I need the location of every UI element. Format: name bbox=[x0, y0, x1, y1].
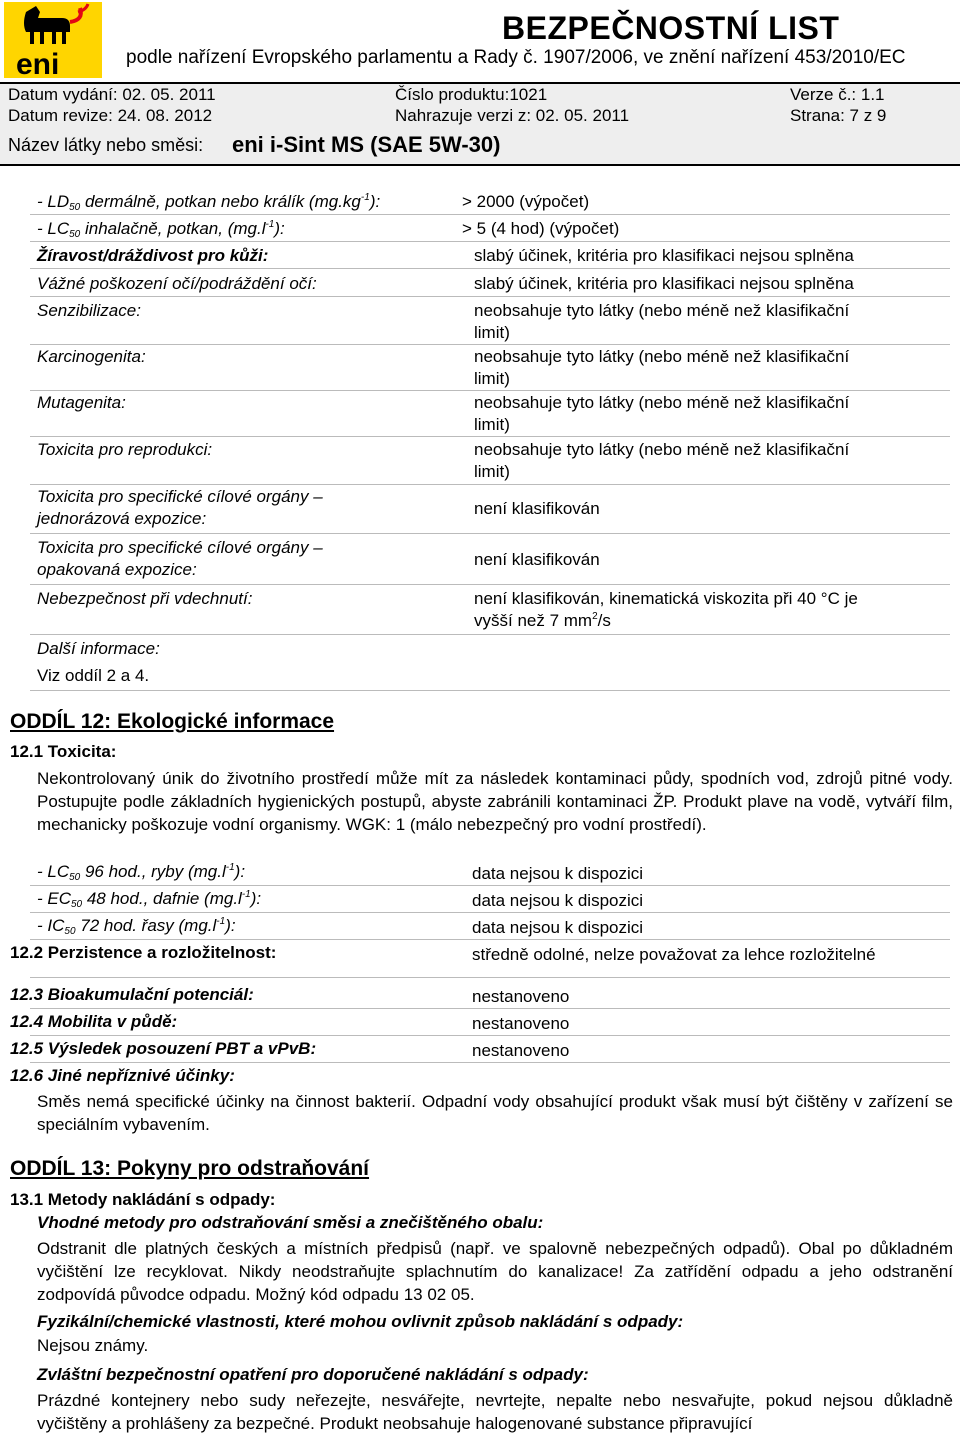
mobilita-label: 12.4 Mobilita v půdě: bbox=[10, 1012, 178, 1031]
row-separator bbox=[30, 436, 950, 437]
row-separator bbox=[30, 634, 950, 635]
row-separator bbox=[30, 241, 950, 242]
tox-label: Toxicita pro specifické cílové orgány – bbox=[37, 538, 323, 557]
pbt-label: 12.5 Výsledek posouzení PBT a vPvB: bbox=[10, 1039, 317, 1058]
toxicita-heading: 12.1 Toxicita: bbox=[10, 742, 117, 761]
tox-value-cont: limit) bbox=[474, 415, 510, 434]
tox-value: neobsahuje tyto látky (nebo méně než klasifikační bbox=[474, 440, 850, 459]
tox-label: - $LD_{50}$ dermálně, potkan nebo králík $(mg.kg^{-1})$: bbox=[37, 192, 381, 213]
tox-value: slabý účinek, kritéria pro klasifikaci nejsou splněna bbox=[474, 274, 854, 293]
header-divider bbox=[0, 164, 960, 166]
jine-text: Směs nemá specifické účinky na činnost bakterií. Odpadní vody obsahující produkt však musí být čištěny v zařízení se speciálním vybavením. bbox=[37, 1092, 953, 1134]
tox-label: Toxicita pro reprodukci: bbox=[37, 440, 213, 459]
tox-label: Mutagenita: bbox=[37, 393, 126, 412]
row-separator bbox=[30, 1008, 950, 1009]
eni-logo bbox=[4, 2, 102, 78]
zvl-heading: Zvláštní bezpečnostní opatření pro doporučené nakládání s odpady: bbox=[37, 1365, 589, 1384]
mobilita-value: nestanoveno bbox=[472, 1014, 570, 1033]
tox-value-cont: limit) bbox=[474, 369, 510, 388]
datum-vydani: Datum vydání: 02. 05. 2011 bbox=[8, 85, 216, 104]
pbt-value: nestanoveno bbox=[472, 1041, 570, 1060]
tox-label: Karcinogenita: bbox=[37, 347, 146, 366]
section-13-heading: ODDÍL 13: Pokyny pro odstraňování bbox=[10, 1157, 370, 1180]
vhodne-text: Odstranit dle platných českých a místních předpisů (např. ve spalovně nebezpečných odpadů). Obal po důkladném vyčištění lze recyklovat. Nikdy neodstraňujte splachnutím do kanalizace! Za zatřídění odpadu a jeho odstranění zodpovídá původce odpadu. Možný kód odpadu 13 02 05. bbox=[37, 1239, 953, 1304]
strana: Strana: 7 z 9 bbox=[790, 106, 887, 125]
row-separator bbox=[30, 484, 950, 485]
bioakum-label: 12.3 Bioakumulační potenciál: bbox=[10, 985, 254, 1004]
row-separator bbox=[30, 214, 950, 215]
datum-revize: Datum revize: 24. 08. 2012 bbox=[8, 106, 213, 125]
jine-label: 12.6 Jiné nepříznivé účinky: bbox=[10, 1066, 235, 1085]
tox-label-cont: opakovaná expozice: bbox=[37, 560, 197, 579]
fyz-text: Nejsou známy. bbox=[37, 1336, 149, 1355]
nazev-label: Název látky nebo směsi: bbox=[8, 135, 204, 155]
tox-value: není klasifikován bbox=[474, 550, 600, 569]
tox-value: > 2000 (výpočet) bbox=[462, 192, 590, 211]
document-header bbox=[0, 0, 960, 185]
document-title: BEZPEČNOSTNÍ LIST bbox=[502, 10, 840, 46]
eco-value: data nejsou k dispozici bbox=[472, 891, 644, 910]
row-separator bbox=[30, 1035, 950, 1036]
bioakum-value: nestanoveno bbox=[472, 987, 570, 1006]
six-legged-dog-icon bbox=[4, 2, 102, 78]
fyz-heading: Fyzikální/chemické vlastnosti, které mohou ovlivnit způsob nakládání s odpady: bbox=[37, 1312, 684, 1331]
section-12-heading: ODDÍL 12: Ekologické informace bbox=[10, 710, 335, 733]
tox-value: neobsahuje tyto látky (nebo méně než klasifikační bbox=[474, 347, 850, 366]
row-separator bbox=[30, 912, 950, 913]
verze: Verze č.: 1.1 bbox=[790, 85, 885, 104]
row-separator bbox=[30, 584, 950, 585]
row-separator bbox=[30, 296, 950, 297]
dalsi-value: Viz oddíl 2 a 4. bbox=[37, 666, 150, 685]
tox-value: neobsahuje tyto látky (nebo méně než klasifikační bbox=[474, 393, 850, 412]
persistence-value: středně odolné, nelze považovat za lehce rozložitelné bbox=[472, 945, 876, 964]
document-meta bbox=[0, 82, 960, 164]
metody-heading: 13.1 Metody nakládání s odpady: bbox=[10, 1190, 276, 1209]
dalsi-label: Další informace: bbox=[37, 639, 160, 658]
tox-value: neobsahuje tyto látky (nebo méně než klasifikační bbox=[474, 301, 850, 320]
toxicita-text: Nekontrolovaný únik do životního prostředí může mít za následek kontaminaci půdy, spodních vod, zdrojů pitné vody. Postupujte podle základních hygienických postupů, abyste zabránili kontaminaci ŽP. Produkt plave na vodě, vytváří film, mechanicky poškozuje vodní organismy. WGK: 1 (málo nebezpečný pro vodní prostředí). bbox=[37, 769, 953, 834]
row-separator bbox=[30, 885, 950, 886]
tox-value: není klasifikován, kinematická viskozita při 40 °C je bbox=[474, 589, 858, 608]
row-separator bbox=[30, 690, 950, 691]
row-separator bbox=[30, 533, 950, 534]
zvl-text: Prázdné kontejnery nebo sudy neřezejte, nesvářejte, nevrtejte, nepalte nebo nesvařujte, pokud nejsou důkladně vyčištěny a prohlášeny za bezpečné. Produkt neobsahuje halogenované substance připravující bbox=[37, 1391, 953, 1433]
document-subtitle: podle nařízení Evropského parlamentu a Rady č. 1907/2006, ve znění nařízení 453/2010/EC bbox=[126, 47, 906, 68]
eco-label: - $LC_{50}$ 96 hod., ryby $(mg.l^{-1})$: bbox=[37, 862, 246, 883]
tox-label: Vážné poškození očí/podráždění očí: bbox=[37, 274, 317, 293]
eco-label: - $IC_{50}$ 72 hod. řasy $(mg.l^{-1})$: bbox=[37, 916, 236, 937]
row-separator bbox=[30, 1062, 950, 1063]
eco-value: data nejsou k dispozici bbox=[472, 918, 644, 937]
nazev-value: eni i-Sint MS (SAE 5W-30) bbox=[232, 132, 501, 157]
tox-label: - $LC_{50}$ inhalačně, potkan, $(mg.l^{-1})$: bbox=[37, 219, 285, 240]
tox-value-cont: vyšší než 7 $mm^2/s$ bbox=[474, 611, 611, 630]
tox-label: Senzibilizace: bbox=[37, 301, 141, 320]
persistence-label: 12.2 Perzistence a rozložitelnost: bbox=[10, 943, 277, 962]
vhodne-heading: Vhodné metody pro odstraňování směsi a znečištěného obalu: bbox=[37, 1213, 544, 1232]
row-separator bbox=[30, 268, 950, 269]
tox-label: Toxicita pro specifické cílové orgány – bbox=[37, 487, 323, 506]
tox-label: Nebezpečnost při vdechnutí: bbox=[37, 589, 253, 608]
tox-label-cont: jednorázová expozice: bbox=[37, 509, 207, 528]
cislo-produktu: Číslo produktu:1021 bbox=[395, 85, 548, 104]
eco-value: data nejsou k dispozici bbox=[472, 864, 644, 883]
row-separator bbox=[30, 390, 950, 391]
tox-label: Žíravost/dráždivost pro kůži: bbox=[37, 246, 269, 265]
row-separator bbox=[30, 939, 950, 940]
tox-value-cont: limit) bbox=[474, 323, 510, 342]
svg-text:eni: eni bbox=[16, 48, 60, 78]
row-separator bbox=[30, 344, 950, 345]
tox-value: slabý účinek, kritéria pro klasifikaci nejsou splněna bbox=[474, 246, 854, 265]
tox-value: > 5 (4 hod) (výpočet) bbox=[462, 219, 620, 238]
tox-value: není klasifikován bbox=[474, 499, 600, 518]
eco-label: - $EC_{50}$ 48 hod., dafnie $(mg.l^{-1})$: bbox=[37, 889, 262, 910]
nahrazuje: Nahrazuje verzi z: 02. 05. 2011 bbox=[395, 106, 630, 125]
row-separator bbox=[30, 977, 950, 978]
tox-value-cont: limit) bbox=[474, 462, 510, 481]
